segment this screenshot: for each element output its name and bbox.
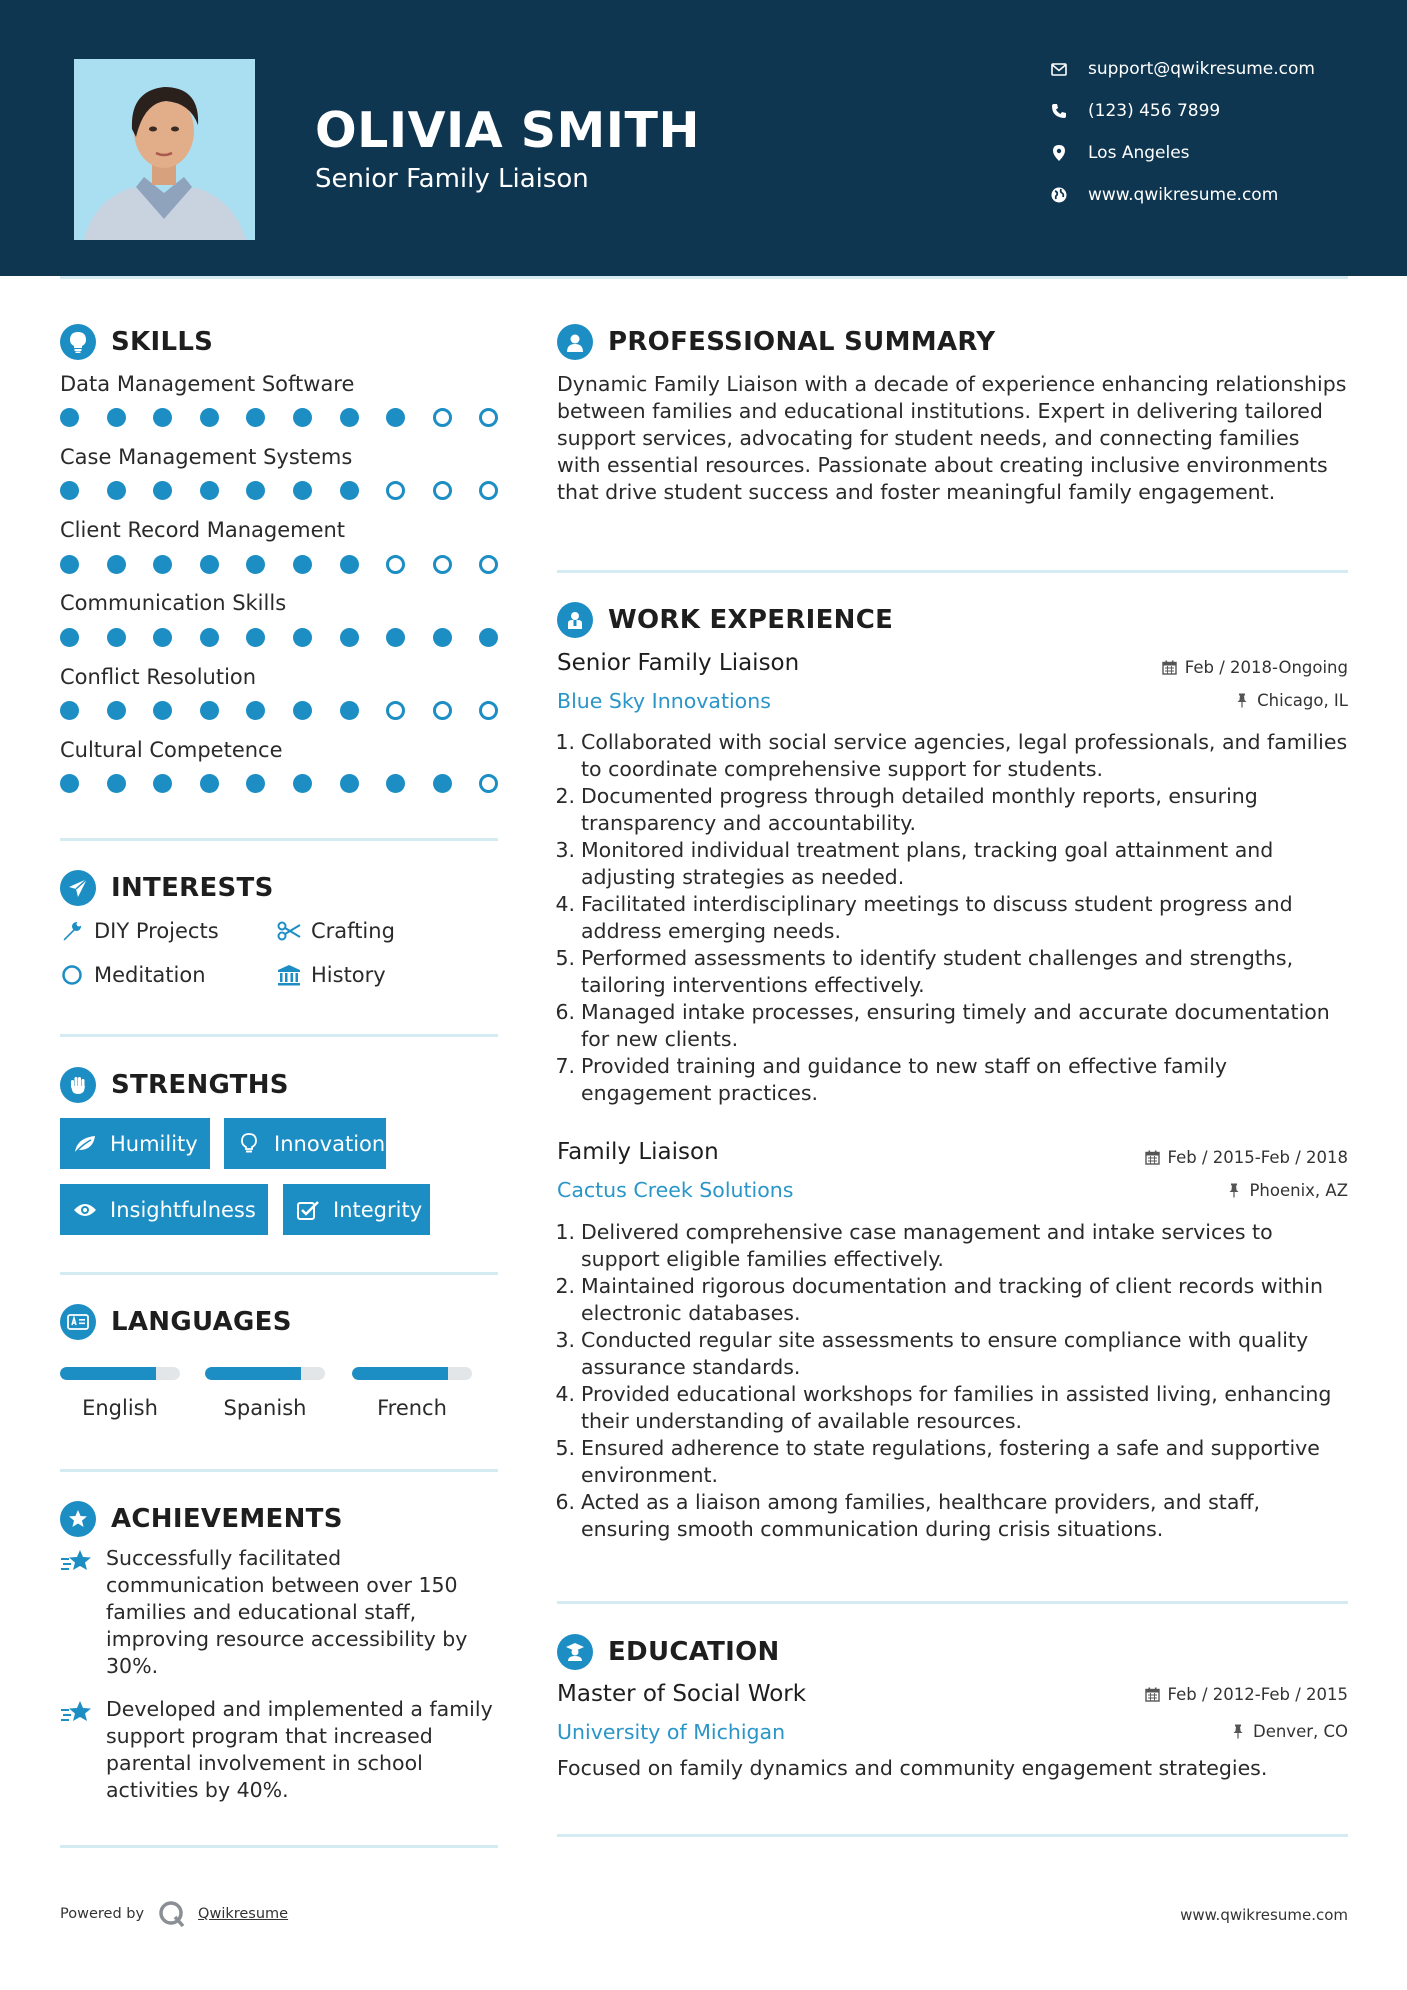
skill-dot-filled [340,628,359,647]
skill-dot-filled [200,774,219,793]
achievement-text: Successfully facilitated communication between over 150 families and educational staff, improving resource accessibility by 30%. [106,1546,468,1678]
bullet-text: Performed assessments to identify student challenges and strengths, tailoring interventions effectively. [581,946,1294,997]
lightbulb-icon [60,324,96,360]
job-bullet [553,729,1353,783]
contact-website-text: www.qwikresume.com [1088,185,1279,205]
skill-dot-filled [293,774,312,793]
bullet-text: Documented progress through detailed monthly reports, ensuring transparency and accountability. [581,784,1258,835]
job-bullet [553,1489,1353,1543]
bullet-number: 4. [555,1382,575,1406]
shooting-star-icon [60,1698,94,1728]
languages-heading-label: LANGUAGES [111,1307,292,1337]
calendar-icon [1145,1687,1161,1703]
bullet-text: Acted as a liaison among families, healthcare providers, and staff, ensuring smooth communication during crisis situations. [581,1490,1261,1541]
skill-dot-filled [293,628,312,647]
experience-heading [557,602,893,638]
strengths-heading [60,1067,289,1103]
skill-dot-filled [153,701,172,720]
skill-name: Client Record Management [60,518,346,542]
bullet-number: 4. [555,892,575,916]
degree-title: Master of Social Work [557,1681,807,1707]
skill-dot-filled [107,408,126,427]
skill-dot-filled [107,628,126,647]
job-bullet [553,1327,1353,1381]
strength-tag [224,1118,386,1169]
skill-dot-empty [479,774,498,793]
strength-label: Insightfulness [110,1197,256,1222]
interest-item [277,963,386,987]
skill-dot-filled [340,555,359,574]
education-location [1230,1722,1348,1741]
pushpin-icon [1230,1724,1246,1740]
resume-header [0,0,1407,276]
achievements-heading [60,1501,343,1537]
skill-dot-empty [479,701,498,720]
language-level-bar [352,1367,472,1380]
qwikresume-logo-icon [158,1900,186,1928]
job-bullet [553,1219,1353,1273]
skill-dot-filled [153,408,172,427]
job-location-text: Chicago, IL [1257,691,1348,710]
job-bullet [553,945,1353,999]
section-divider [557,1834,1348,1837]
hand-icon [60,1067,96,1103]
language-level-bar [205,1367,325,1380]
contact-phone[interactable] [1050,99,1380,123]
education-location-text: Denver, CO [1252,1722,1348,1741]
eye-icon [72,1197,98,1223]
skill-name: Case Management Systems [60,445,353,469]
languages-heading [60,1304,292,1340]
scissors-icon [277,919,301,943]
skill-dot-filled [200,701,219,720]
education-dates-text: Feb / 2012-Feb / 2015 [1167,1685,1348,1704]
skill-dot-filled [107,701,126,720]
job-dates [1145,1148,1348,1167]
bullet-text: Managed intake processes, ensuring timely and accurate documentation for new clients. [581,1000,1330,1051]
strength-tag [283,1184,430,1235]
language-level-fill [205,1367,301,1380]
calendar-icon [1145,1150,1161,1166]
bullet-number: 6. [555,1490,575,1514]
bullet-text: Collaborated with social service agencies, legal professionals, and families to coordinate comprehensive support for students. [581,730,1348,781]
interest-label: DIY Projects [94,919,219,943]
bullet-number: 3. [555,1328,575,1352]
interest-label: Meditation [94,963,206,987]
language-name: French [377,1396,447,1420]
bullet-number: 6. [555,1000,575,1024]
skill-name: Cultural Competence [60,738,283,762]
job-bullet [553,999,1353,1053]
phone-icon [1050,102,1068,120]
language-level-fill [60,1367,156,1380]
language-level-bar [60,1367,180,1380]
achievements-heading-label: ACHIEVEMENTS [111,1504,343,1534]
skill-dot-filled [340,408,359,427]
strength-label: Innovation [274,1131,386,1156]
education-heading [557,1634,780,1670]
job-bullet [553,1053,1353,1107]
map-pin-icon [1050,144,1068,162]
bullet-number: 2. [555,1274,575,1298]
language-level-fill [352,1367,448,1380]
school-name: University of Michigan [557,1720,786,1744]
lightbulb-icon [236,1131,262,1157]
skill-dot-filled [293,408,312,427]
interests-heading-label: INTERESTS [111,873,274,903]
skill-dot-empty [479,555,498,574]
summary-heading [557,324,995,360]
envelope-icon [1050,60,1068,78]
skill-dot-filled [340,481,359,500]
skill-name: Communication Skills [60,591,287,615]
star-icon [60,1501,96,1537]
interest-item [60,919,219,943]
skill-dot-filled [386,774,405,793]
skill-dot-empty [433,481,452,500]
education-description: Focused on family dynamics and community engagement strategies. [557,1756,1268,1780]
company-name: Cactus Creek Solutions [557,1178,794,1202]
skill-name: Data Management Software [60,372,355,396]
check-square-icon [295,1197,321,1223]
bullet-number: 2. [555,784,575,808]
globe-icon [1050,186,1068,204]
education-dates [1145,1685,1348,1704]
footer-powered-by [60,1900,288,1928]
strength-tag [60,1184,268,1235]
language-icon [60,1304,96,1340]
section-divider [557,1601,1348,1604]
skill-dot-filled [246,408,265,427]
section-divider [60,1845,498,1848]
skill-dot-filled [200,555,219,574]
institution-icon [277,963,301,987]
briefcase-user-icon [557,602,593,638]
skill-dot-filled [60,628,79,647]
job-bullet [553,1273,1353,1327]
job-bullet [553,1381,1353,1435]
company-name: Blue Sky Innovations [557,689,771,713]
bullet-number: 7. [555,1054,575,1078]
bullet-text: Delivered comprehensive case management and intake services to support eligible families effectively. [581,1220,1273,1271]
skill-dot-filled [386,408,405,427]
pushpin-icon [1234,693,1250,709]
skill-dot-filled [293,701,312,720]
interests-heading [60,870,274,906]
interest-item [60,963,206,987]
skill-dot-empty [433,701,452,720]
candidate-title: Senior Family Liaison [315,164,589,194]
job-title: Family Liaison [557,1139,719,1165]
skill-dot-filled [153,555,172,574]
skill-dot-empty [479,481,498,500]
section-divider [60,1034,498,1037]
bullet-text: Provided training and guidance to new staff on effective family engagement practices. [581,1054,1228,1105]
shooting-star-icon [60,1547,94,1577]
section-divider [60,1272,498,1275]
skill-dot-empty [433,408,452,427]
bullet-number: 1. [555,730,575,754]
skill-dot-filled [60,701,79,720]
skill-dot-filled [340,774,359,793]
bullet-number: 5. [555,1436,575,1460]
skill-dot-filled [293,481,312,500]
contact-phone-text: (123) 456 7899 [1088,101,1221,121]
job-dates-text: Feb / 2015-Feb / 2018 [1167,1148,1348,1167]
skill-dot-filled [246,701,265,720]
section-divider [60,1469,498,1472]
job-dates-text: Feb / 2018-Ongoing [1184,658,1348,677]
skill-dot-filled [293,555,312,574]
strength-label: Integrity [333,1197,423,1222]
skill-dot-filled [479,628,498,647]
brand-link[interactable]: Qwikresume [198,1906,289,1922]
footer-website[interactable]: www.qwikresume.com [1180,1906,1348,1924]
job-bullets [553,1219,1353,1543]
achievement-text: Developed and implemented a family support program that increased parental involvement in school activities by 40%. [106,1697,493,1802]
contact-email[interactable] [1050,57,1380,81]
skill-dot-filled [433,628,452,647]
skill-dot-empty [386,701,405,720]
skill-dot-filled [60,555,79,574]
bullet-text: Monitored individual treatment plans, tracking goal attainment and adjusting strategies as needed. [581,838,1274,889]
interest-item [277,919,395,943]
skill-dot-filled [200,628,219,647]
language-name: English [82,1396,158,1420]
user-icon [557,324,593,360]
skill-name: Conflict Resolution [60,665,257,689]
bullet-number: 1. [555,1220,575,1244]
bullet-text: Facilitated interdisciplinary meetings to discuss student progress and address emerging needs. [581,892,1293,943]
contact-location [1050,141,1380,165]
contact-website[interactable] [1050,183,1380,207]
strength-label: Humility [110,1131,198,1156]
job-bullets [553,729,1353,1107]
section-divider [557,570,1348,573]
skill-dot-filled [107,481,126,500]
job-location-text: Phoenix, AZ [1249,1181,1348,1200]
powered-by-label: Powered by [60,1906,145,1922]
skill-dot-filled [60,408,79,427]
skill-dot-filled [107,774,126,793]
job-bullet [553,783,1353,837]
skill-dot-filled [153,774,172,793]
summary-text: Dynamic Family Liaison with a decade of experience enhancing relationships between families and educational institutions. Expert in delivering tailored support services, advocating for student needs, and connecting families with essential resources. Passionate about creating inclusive environments that drive student success and foster meaningful family engagement. [557,372,1347,504]
strengths-heading-label: STRENGTHS [111,1070,289,1100]
candidate-name: OLIVIA SMITH [315,102,700,159]
skill-dot-empty [479,408,498,427]
job-bullet [553,1435,1353,1489]
job-dates [1162,658,1348,677]
skill-dot-filled [246,555,265,574]
calendar-icon [1162,660,1178,676]
interest-label: Crafting [311,919,395,943]
pushpin-icon [1226,1183,1242,1199]
job-bullet [553,837,1353,891]
skill-dot-filled [433,774,452,793]
job-title: Senior Family Liaison [557,650,800,676]
skill-dot-filled [107,555,126,574]
summary-heading-label: PROFESSIONAL SUMMARY [608,327,996,357]
achievement-item [60,1696,500,1804]
bullet-text: Conducted regular site assessments to ensure compliance with quality assurance standards. [581,1328,1309,1379]
contact-location-text: Los Angeles [1088,143,1190,163]
skill-dot-filled [340,701,359,720]
skill-dot-filled [60,481,79,500]
bullet-text: Maintained rigorous documentation and tracking of client records within electronic databases. [581,1274,1323,1325]
bullet-text: Provided educational workshops for families in assisted living, enhancing their understanding of available resources. [581,1382,1332,1433]
skills-heading-label: SKILLS [111,327,214,357]
bullet-number: 3. [555,838,575,862]
skill-dot-filled [200,408,219,427]
experience-heading-label: WORK EXPERIENCE [608,605,894,635]
skill-dot-filled [153,628,172,647]
skills-heading [60,324,213,360]
skill-dot-empty [433,555,452,574]
graduate-icon [557,1634,593,1670]
interest-label: History [311,963,386,987]
wrench-icon [60,919,84,943]
achievement-item [60,1545,500,1680]
profile-photo [74,59,255,240]
skill-dot-empty [386,555,405,574]
job-location [1234,691,1348,710]
language-name: Spanish [223,1396,307,1420]
strength-tag [60,1118,210,1169]
header-divider [60,276,1348,279]
contact-email-text: support@qwikresume.com [1088,59,1315,79]
circle-icon [60,963,84,987]
skill-dot-filled [60,774,79,793]
bullet-number: 5. [555,946,575,970]
skill-dot-filled [246,481,265,500]
paper-plane-icon [60,870,96,906]
skill-dot-filled [386,628,405,647]
skill-dot-filled [246,774,265,793]
skill-dot-filled [200,481,219,500]
skill-dot-filled [246,628,265,647]
skill-dot-filled [153,481,172,500]
section-divider [60,838,498,841]
job-bullet [553,891,1353,945]
bullet-text: Ensured adherence to state regulations, fostering a safe and supportive environment. [581,1436,1320,1487]
leaf-icon [72,1131,98,1157]
job-location [1226,1181,1348,1200]
education-heading-label: EDUCATION [608,1637,780,1667]
skill-dot-empty [386,481,405,500]
